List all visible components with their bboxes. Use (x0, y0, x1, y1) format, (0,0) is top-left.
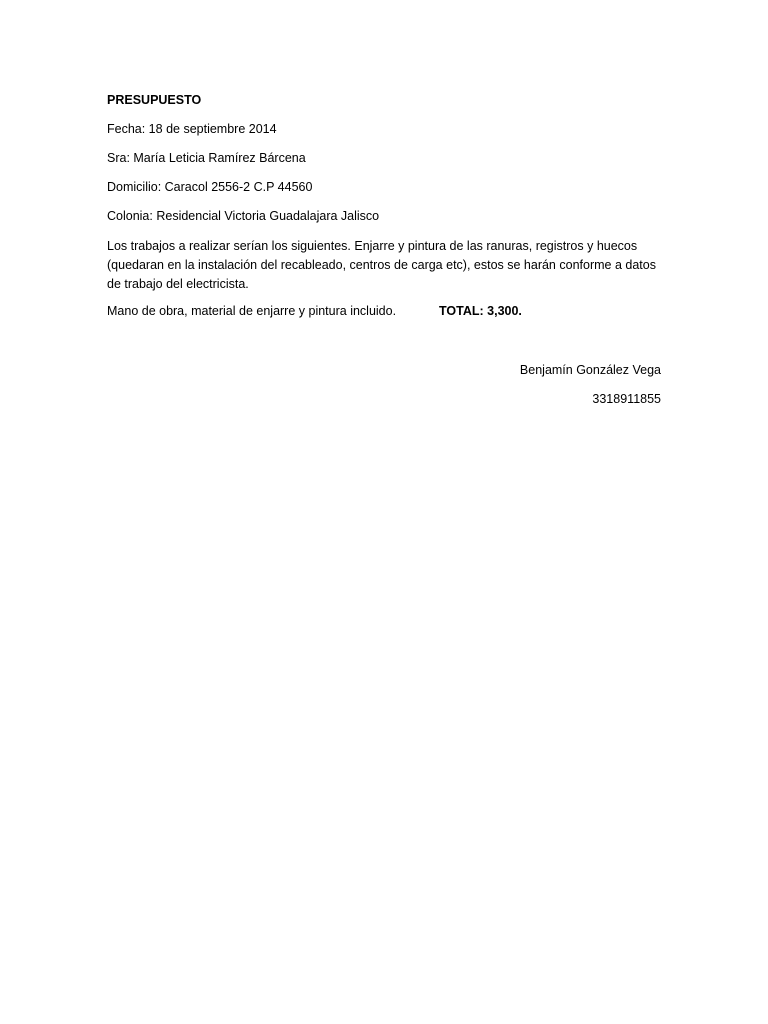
work-description-line: (quedaran en la instalación del recableado, centros de carga etc), estos se harán conforme a datos (107, 258, 656, 272)
signature-name: Benjamín González Vega (519, 363, 661, 377)
address-line: Domicilio: Caracol 2556-2 C.P 44560 (107, 180, 313, 194)
neighborhood-line: Colonia: Residencial Victoria Guadalajara Jalisco (107, 209, 380, 223)
work-description-line: Los trabajos a realizar serían los siguientes. Enjarre y pintura de las ranuras, registros y huecos (107, 239, 638, 253)
work-description-line: de trabajo del electricista. (107, 277, 249, 291)
work-description (107, 237, 667, 294)
signature-phone: 3318911855 (592, 392, 661, 406)
date-line: Fecha: 18 de septiembre 2014 (107, 122, 277, 136)
document-title: PRESUPUESTO (107, 93, 202, 107)
client-line: Sra: María Leticia Ramírez Bárcena (107, 151, 306, 165)
includes-line: Mano de obra, material de enjarre y pintura incluido. (107, 304, 397, 318)
total-amount: TOTAL: 3,300. (439, 304, 522, 318)
